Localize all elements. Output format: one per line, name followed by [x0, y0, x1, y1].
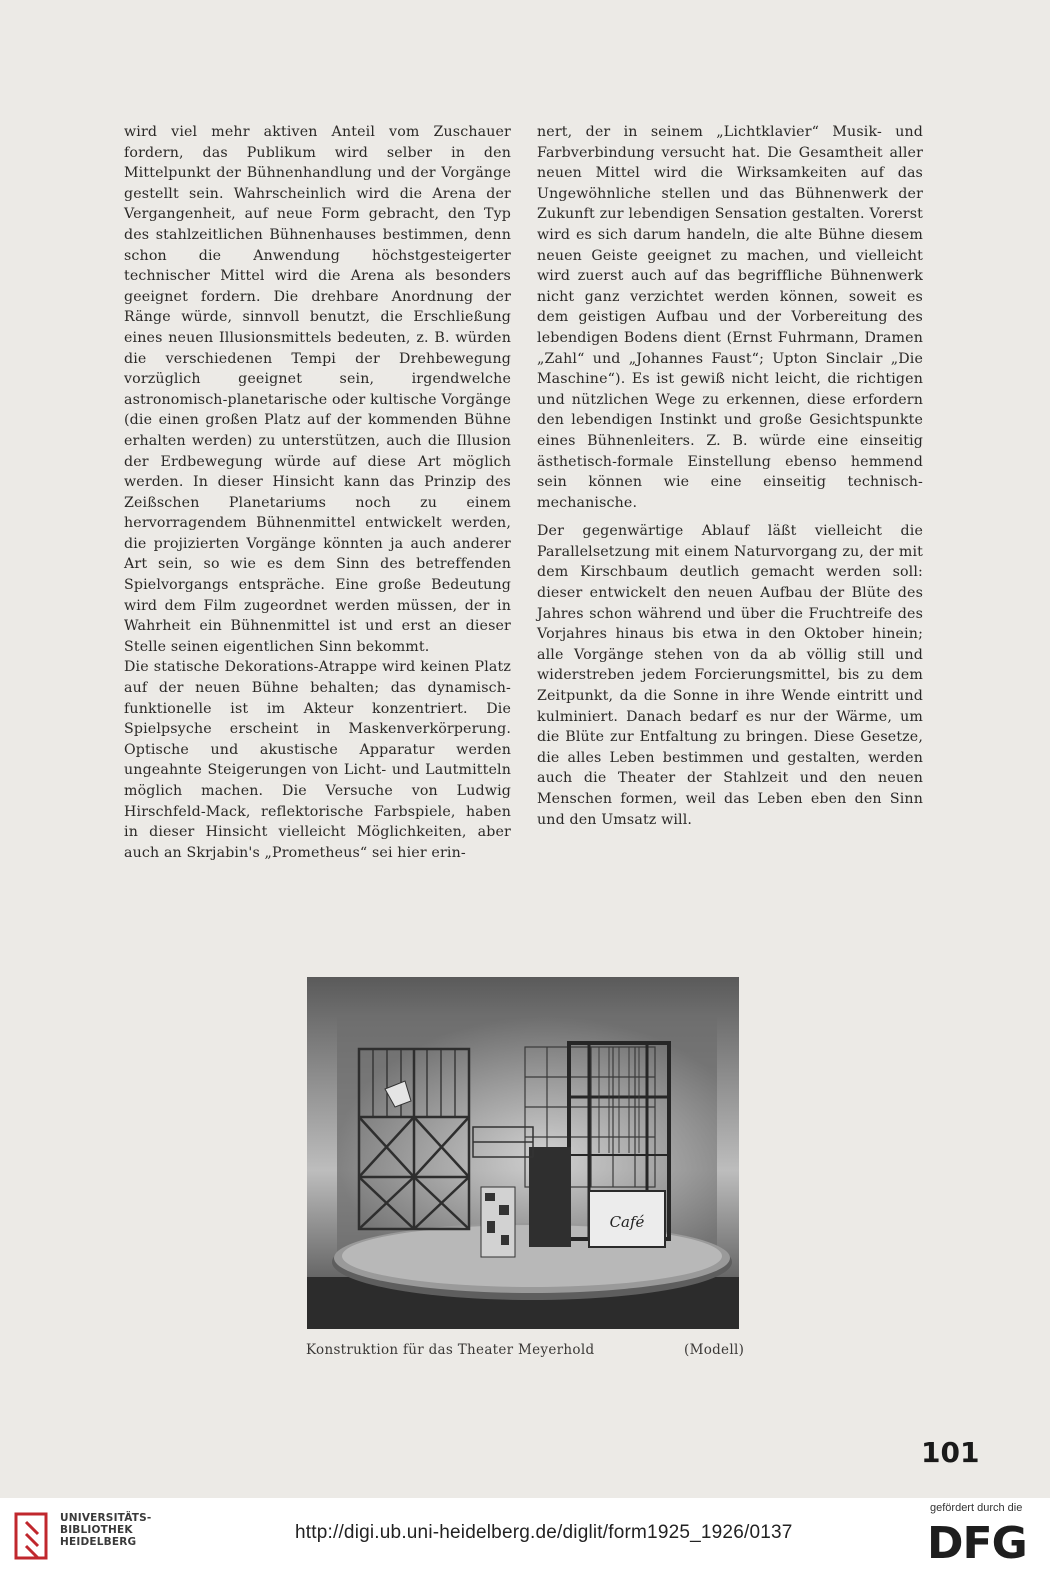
dfg-logo: DFG: [927, 1518, 1027, 1569]
paragraph: wird viel mehr aktiven Anteil vom Zuschauer fordern, das Publikum wird selber in den Mittelpunkt der Bühnenhandlung und der Vorgänge gestellt sein. Wahrscheinlich wird die Arena der Vergangenheit, auf neue Form gebracht, den Typ des stahlzeitlichen Bühnenhauses bestimmen, denn schon die Anwendung höchstgesteigerter technischer Mittel wird die Arena als besonders geeignet fordern. Die drehbare Anordnung der Ränge würde, sinnvoll benutzt, die Erschließung eines neuen Illusionsmittels bedeuten, z. B. würden die verschiedenen Tempi der Drehbewegung vorzüglich geeignet sein, irgendwelche astronomisch-planetarische oder kultische Vorgänge (die einen großen Platz auf der kommenden Bühne erhalten werden) zu unterstützen, auch die Illusion der Erdbewegung würde auf diese Art möglich werden. In dieser Hinsicht kann das Prinzip des Zeißschen Planetariums noch zu einem hervorragendem Bühnenmittel entwickelt werden, die projizierten Vorgänge könnten ja auch anderer Art sein, so wie es dem Sinn des betreffenden Spielvorgangs entspräche. Eine große Bedeutung wird dem Film zugeordnet werden müssen, der in Wahrheit ein Bühnenmittel ist und erst an dieser Stelle seinen eigentlichen Sinn bekommt.: [124, 124, 511, 655]
paragraph: Der gegenwärtige Ablauf läßt vielleicht die Parallelsetzung mit einem Naturvorgang zu, der mit dem Kirschbaum deutlich gemacht werden soll: dieser entwickelt den neuen Aufbau der Blüte des Jahres schon während und über die Fruchtreife des Vorjahres hinaus bis etwa in den Oktober hinein; alle Vorgänge stehen von da ab völlig still und widerstreben jedem Forcierungsmittel, bis zu dem Zeitpunkt, da die Sonne in ihre Wende eintritt und kulminiert. Danach bedarf es nur der Wärme, um die Blüte zur Entfaltung zu bringen. Diese Gesetze, die alles Leben bestimmen und gestalten, werden auch die Theater der Stahlzeit und den neuen Menschen formen, weil das Leben eben den Sinn und den Umsatz will.: [537, 523, 923, 828]
funded-by-label: gefördert durch die: [930, 1502, 1023, 1514]
page-number: 101: [921, 1436, 980, 1469]
library-name-line: HEIDELBERG: [60, 1536, 137, 1548]
cafe-sign: Café: [609, 1213, 645, 1231]
paragraph: nert, der in seinem „Lichtklavier“ Musik- und Farbverbindung versucht hat. Die Gesamtheit aller neuen Mittel wird die Wirksamkeiten auf das Ungewöhnliche stellen und das Bühnenwerk der Zukunft zur lebendigen Sensation gestalten. Vorerst wird es sich darum handeln, die alte Bühne diesem neuen Geiste geeignet zu machen, und vielleicht wird zuerst auch auf das begriffliche Bühnenwerk nicht ganz verzichtet werden können, soweit es dem geistigen Aufbau und der Vorbereitung des lebendigen Bodens dient (Ernst Fuhrmann, Dramen „Zahl“ und „Johannes Faust“; Upton Sinclair „Die Maschine“). Es ist gewiß nicht leicht, die richtigen und nützlichen Wege zu erkennen, diese erfordern den lebendigen Instinkt und große Gesichtspunkte eines Bühnenleiters. Z. B. würde eine einseitig ästhetisch-formale Einstellung ebenso hemmend sein können wie eine einseitig technisch-mechanische.: [537, 124, 923, 511]
text-column-left: [124, 122, 511, 863]
library-name-line: UNIVERSITÄTS-: [60, 1512, 152, 1524]
stage-model-photo: [307, 977, 739, 1329]
library-name-line: BIBLIOTHEK: [60, 1524, 133, 1536]
library-name: [60, 1512, 151, 1548]
stage-model-illustration: [307, 977, 739, 1329]
paragraph: Die statische Dekorations-Atrappe wird keinen Platz auf der neuen Bühne behalten; das dynamisch-funktionelle ist im Akteur konzentriert. Die Spielpsyche erscheint in Maskenverkörperung. Optische und akustische Apparatur werden ungeahnte Steigerungen von Licht- und Lautmitteln möglich machen. Die Versuche von Ludwig Hirschfeld-Mack, reflektorische Farbspiele, haben in dieser Hinsicht vielleicht Möglichkeiten, aber auch an Skrjabin's „Prometheus“ sei hier erin-: [124, 659, 511, 861]
figure-caption: Konstruktion für das Theater Meyerhold: [306, 1342, 595, 1358]
text-column-right: [537, 122, 923, 830]
figure-caption-note: (Modell): [684, 1342, 745, 1358]
permalink-url[interactable]: http://digi.ub.uni-heidelberg.de/diglit/form1925_1926/0137: [295, 1522, 793, 1543]
digitization-footer: [0, 1498, 1050, 1581]
university-library-logo-icon: [14, 1508, 58, 1566]
